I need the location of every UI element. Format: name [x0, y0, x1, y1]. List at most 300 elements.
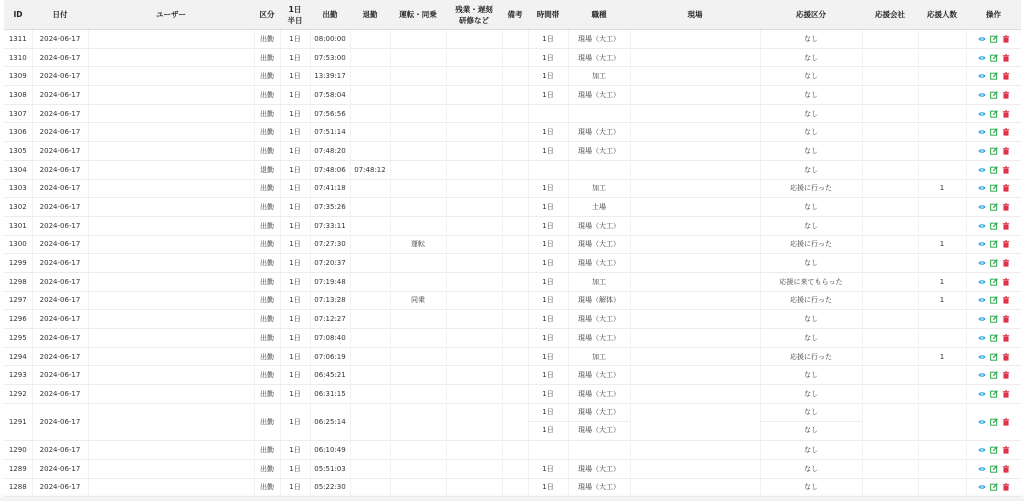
cell-day: 1日	[280, 329, 310, 348]
cell-out	[350, 198, 390, 217]
cell-ot	[446, 198, 502, 217]
cell-out	[350, 67, 390, 86]
view-button[interactable]	[978, 390, 986, 398]
edit-button[interactable]	[990, 315, 998, 323]
cell-day: 1日	[280, 272, 310, 291]
cell-drive	[390, 198, 446, 217]
cell-id: 1301	[4, 216, 32, 235]
edit-button[interactable]	[990, 72, 998, 80]
edit-button[interactable]	[990, 390, 998, 398]
cell-drive	[390, 216, 446, 235]
cell-day: 1日	[280, 347, 310, 366]
cell-kubun: 出勤	[254, 310, 280, 329]
trash-icon	[1002, 203, 1010, 211]
trash-icon	[1002, 296, 1010, 304]
cell-ot	[446, 347, 502, 366]
cell-date: 2024-06-17	[32, 403, 88, 440]
cell-site	[630, 48, 760, 67]
table-row	[4, 104, 1021, 123]
cell-user	[88, 272, 254, 291]
cell-user	[88, 160, 254, 179]
edit-button[interactable]	[990, 418, 998, 426]
cell-date: 2024-06-17	[32, 347, 88, 366]
cell-support: なし	[760, 310, 862, 329]
delete-button[interactable]	[1002, 315, 1010, 323]
cell-date: 2024-06-17	[32, 254, 88, 273]
cell-id: 1310	[4, 48, 32, 67]
cell-support: 応援に行った	[760, 179, 862, 198]
cell-user	[88, 142, 254, 161]
edit-button[interactable]	[990, 128, 998, 136]
cell-job: 現場（大工）	[568, 123, 630, 142]
cell-in: 05:22:30	[310, 478, 350, 497]
table-row	[4, 67, 1021, 86]
cell-kubun: 出勤	[254, 30, 280, 49]
view-button[interactable]	[978, 184, 986, 192]
edit-icon	[990, 278, 998, 286]
edit-button[interactable]	[990, 240, 998, 248]
cell-drive	[390, 329, 446, 348]
table-row	[4, 160, 1021, 179]
column-header-id: ID	[4, 0, 32, 30]
view-button[interactable]	[978, 371, 986, 379]
table-row	[4, 179, 1021, 198]
cell-out	[350, 366, 390, 385]
table-row	[4, 216, 1021, 235]
trash-icon	[1002, 240, 1010, 248]
view-button[interactable]	[978, 203, 986, 211]
cell-site	[630, 142, 760, 161]
edit-button[interactable]	[990, 278, 998, 286]
cell-drive	[390, 310, 446, 329]
cell-job: 現場（大工）	[568, 310, 630, 329]
cell-support: なし	[760, 30, 862, 49]
cell-actions	[966, 216, 1021, 235]
cell-id: 1296	[4, 310, 32, 329]
delete-button[interactable]	[1002, 166, 1010, 174]
cell-note	[502, 366, 528, 385]
cell-kubun: 出勤	[254, 86, 280, 105]
eye-icon	[978, 35, 986, 43]
edit-button[interactable]	[990, 446, 998, 454]
cell-job: 現場（大工）	[568, 86, 630, 105]
cell-ot	[446, 329, 502, 348]
cell-support: 応援に行った	[760, 235, 862, 254]
cell-kubun: 出勤	[254, 123, 280, 142]
delete-button[interactable]	[1002, 184, 1010, 192]
cell-note	[502, 403, 528, 440]
delete-button[interactable]	[1002, 353, 1010, 361]
cell-id: 1294	[4, 347, 32, 366]
cell-in: 07:35:26	[310, 198, 350, 217]
cell-count	[918, 216, 966, 235]
cell-company	[862, 235, 918, 254]
cell-company	[862, 291, 918, 310]
cell-kubun: 出勤	[254, 48, 280, 67]
trash-icon	[1002, 334, 1010, 342]
delete-button[interactable]	[1002, 35, 1010, 43]
cell-user	[88, 179, 254, 198]
cell-user	[88, 441, 254, 460]
cell-time: 1日	[528, 329, 568, 348]
view-button[interactable]	[978, 418, 986, 426]
cell-job	[568, 403, 630, 440]
cell-kubun: 出勤	[254, 216, 280, 235]
cell-support: 応援に行った	[760, 291, 862, 310]
column-header-kubun: 区分	[254, 0, 280, 30]
table-row	[4, 254, 1021, 273]
cell-company	[862, 403, 918, 440]
eye-icon	[978, 166, 986, 174]
cell-support: 応援に行った	[760, 347, 862, 366]
cell-day: 1日	[280, 291, 310, 310]
cell-user	[88, 216, 254, 235]
delete-button[interactable]	[1002, 465, 1010, 473]
cell-job: 現場（大工）	[568, 254, 630, 273]
cell-ot	[446, 160, 502, 179]
trash-icon	[1002, 465, 1010, 473]
cell-day: 1日	[280, 30, 310, 49]
trash-icon	[1002, 35, 1010, 43]
view-button[interactable]	[978, 240, 986, 248]
table-row	[4, 291, 1021, 310]
cell-user	[88, 48, 254, 67]
edit-icon	[990, 390, 998, 398]
cell-kubun: 出勤	[254, 441, 280, 460]
cell-in: 05:51:03	[310, 459, 350, 478]
cell-job: 現場（解体）	[568, 291, 630, 310]
cell-id: 1300	[4, 235, 32, 254]
cell-drive	[390, 403, 446, 440]
cell-job: 加工	[568, 272, 630, 291]
edit-button[interactable]	[990, 222, 998, 230]
eye-icon	[978, 110, 986, 118]
cell-ot	[446, 272, 502, 291]
delete-button[interactable]	[1002, 483, 1010, 491]
cell-drive	[390, 347, 446, 366]
edit-icon	[990, 35, 998, 43]
column-header-company: 応援会社	[862, 0, 918, 30]
trash-icon	[1002, 166, 1010, 174]
cell-drive	[390, 179, 446, 198]
cell-kubun: 出勤	[254, 104, 280, 123]
edit-button[interactable]	[990, 371, 998, 379]
cell-date: 2024-06-17	[32, 291, 88, 310]
cell-support: なし	[760, 48, 862, 67]
edit-button[interactable]	[990, 54, 998, 62]
cell-note	[502, 329, 528, 348]
cell-in: 07:48:06	[310, 160, 350, 179]
cell-count	[918, 123, 966, 142]
eye-icon	[978, 222, 986, 230]
view-button[interactable]	[978, 110, 986, 118]
edit-icon	[990, 296, 998, 304]
delete-button[interactable]	[1002, 278, 1010, 286]
trash-icon	[1002, 72, 1010, 80]
table-header-row	[4, 0, 1021, 30]
cell-date: 2024-06-17	[32, 459, 88, 478]
cell-company	[862, 216, 918, 235]
cell-actions	[966, 48, 1021, 67]
column-header-job: 職種	[568, 0, 630, 30]
cell-drive	[390, 104, 446, 123]
table-row	[4, 142, 1021, 161]
delete-button[interactable]	[1002, 72, 1010, 80]
delete-button[interactable]	[1002, 91, 1010, 99]
view-button[interactable]	[978, 278, 986, 286]
cell-job	[568, 160, 630, 179]
cell-id: 1308	[4, 86, 32, 105]
edit-button[interactable]	[990, 353, 998, 361]
cell-count	[918, 329, 966, 348]
cell-count	[918, 30, 966, 49]
cell-id: 1289	[4, 459, 32, 478]
cell-note	[502, 198, 528, 217]
cell-id: 1311	[4, 30, 32, 49]
cell-in: 07:06:19	[310, 347, 350, 366]
bottom-fade	[0, 493, 1024, 501]
delete-button[interactable]	[1002, 222, 1010, 230]
view-button[interactable]	[978, 35, 986, 43]
cell-date: 2024-06-17	[32, 478, 88, 497]
cell-id: 1309	[4, 67, 32, 86]
cell-job: 現場（大工）	[568, 30, 630, 49]
cell-site	[630, 329, 760, 348]
cell-day: 1日	[280, 142, 310, 161]
eye-icon	[978, 390, 986, 398]
attendance-table	[4, 0, 1021, 497]
edit-button[interactable]	[990, 465, 998, 473]
cell-kubun: 出勤	[254, 142, 280, 161]
cell-note	[502, 104, 528, 123]
cell-company	[862, 123, 918, 142]
eye-icon	[978, 184, 986, 192]
delete-button[interactable]	[1002, 240, 1010, 248]
delete-button[interactable]	[1002, 446, 1010, 454]
trash-icon	[1002, 128, 1010, 136]
cell-out	[350, 30, 390, 49]
cell-company	[862, 347, 918, 366]
delete-button[interactable]	[1002, 128, 1010, 136]
delete-button[interactable]	[1002, 54, 1010, 62]
cell-ot	[446, 459, 502, 478]
view-button[interactable]	[978, 166, 986, 174]
sub-cell-time: 1日	[542, 426, 554, 435]
view-button[interactable]	[978, 446, 986, 454]
edit-button[interactable]	[990, 110, 998, 118]
cell-day: 1日	[280, 123, 310, 142]
edit-icon	[990, 483, 998, 491]
table-row	[4, 86, 1021, 105]
cell-kubun: 出勤	[254, 459, 280, 478]
cell-support: なし	[760, 123, 862, 142]
cell-actions	[966, 347, 1021, 366]
cell-count	[918, 310, 966, 329]
column-header-in: 出勤	[310, 0, 350, 30]
cell-support: なし	[760, 254, 862, 273]
cell-drive	[390, 86, 446, 105]
cell-user	[88, 254, 254, 273]
edit-button[interactable]	[990, 203, 998, 211]
table-row	[4, 366, 1021, 385]
table-row	[4, 441, 1021, 460]
cell-in: 13:39:17	[310, 67, 350, 86]
cell-drive	[390, 142, 446, 161]
cell-ot	[446, 142, 502, 161]
cell-ot	[446, 86, 502, 105]
cell-in: 06:31:15	[310, 385, 350, 404]
view-button[interactable]	[978, 128, 986, 136]
cell-actions	[966, 459, 1021, 478]
edit-button[interactable]	[990, 259, 998, 267]
cell-time: 1日	[528, 123, 568, 142]
cell-out	[350, 347, 390, 366]
cell-job	[568, 104, 630, 123]
cell-time: 1日	[528, 48, 568, 67]
cell-date: 2024-06-17	[32, 142, 88, 161]
cell-in: 07:53:00	[310, 48, 350, 67]
trash-icon	[1002, 353, 1010, 361]
cell-user	[88, 291, 254, 310]
view-button[interactable]	[978, 72, 986, 80]
cell-day: 1日	[280, 254, 310, 273]
view-button[interactable]	[978, 353, 986, 361]
view-button[interactable]	[978, 315, 986, 323]
cell-job: 現場（大工）	[568, 142, 630, 161]
table-row	[4, 347, 1021, 366]
delete-button[interactable]	[1002, 259, 1010, 267]
column-header-count: 応援人数	[918, 0, 966, 30]
sub-cell-support: なし	[761, 404, 862, 423]
cell-date: 2024-06-17	[32, 198, 88, 217]
cell-support: なし	[760, 67, 862, 86]
cell-site	[630, 385, 760, 404]
view-button[interactable]	[978, 147, 986, 155]
cell-count	[918, 403, 966, 440]
trash-icon	[1002, 91, 1010, 99]
cell-user	[88, 235, 254, 254]
view-button[interactable]	[978, 465, 986, 473]
cell-out	[350, 179, 390, 198]
cell-job: 加工	[568, 347, 630, 366]
trash-icon	[1002, 390, 1010, 398]
edit-button[interactable]	[990, 91, 998, 99]
cell-job: 加工	[568, 179, 630, 198]
view-button[interactable]	[978, 296, 986, 304]
cell-actions	[966, 123, 1021, 142]
cell-actions	[966, 30, 1021, 49]
cell-date: 2024-06-17	[32, 310, 88, 329]
eye-icon	[978, 128, 986, 136]
cell-actions	[966, 235, 1021, 254]
table-row	[4, 235, 1021, 254]
cell-day: 1日	[280, 104, 310, 123]
delete-button[interactable]	[1002, 147, 1010, 155]
view-button[interactable]	[978, 334, 986, 342]
cell-company	[862, 160, 918, 179]
view-button[interactable]	[978, 222, 986, 230]
view-button[interactable]	[978, 259, 986, 267]
cell-time: 1日	[528, 347, 568, 366]
cell-day: 1日	[280, 48, 310, 67]
eye-icon	[978, 296, 986, 304]
cell-day: 1日	[280, 67, 310, 86]
edit-icon	[990, 465, 998, 473]
cell-out	[350, 216, 390, 235]
cell-drive	[390, 366, 446, 385]
edit-icon	[990, 418, 998, 426]
cell-count	[918, 254, 966, 273]
cell-kubun: 出勤	[254, 329, 280, 348]
edit-button[interactable]	[990, 483, 998, 491]
delete-button[interactable]	[1002, 203, 1010, 211]
cell-support: なし	[760, 160, 862, 179]
cell-job: 現場（大工）	[568, 216, 630, 235]
delete-button[interactable]	[1002, 296, 1010, 304]
cell-company	[862, 329, 918, 348]
cell-user	[88, 385, 254, 404]
edit-button[interactable]	[990, 184, 998, 192]
trash-icon	[1002, 278, 1010, 286]
edit-button[interactable]	[990, 296, 998, 304]
view-button[interactable]	[978, 54, 986, 62]
delete-button[interactable]	[1002, 110, 1010, 118]
edit-button[interactable]	[990, 334, 998, 342]
delete-button[interactable]	[1002, 418, 1010, 426]
cell-time	[528, 403, 568, 440]
eye-icon	[978, 259, 986, 267]
cell-job: 現場（大工）	[568, 385, 630, 404]
cell-count	[918, 142, 966, 161]
cell-company	[862, 86, 918, 105]
cell-day: 1日	[280, 179, 310, 198]
cell-site	[630, 459, 760, 478]
cell-ot	[446, 123, 502, 142]
table-row	[4, 403, 1021, 440]
cell-company	[862, 441, 918, 460]
cell-job: 現場（大工）	[568, 235, 630, 254]
cell-time	[528, 104, 568, 123]
cell-ot	[446, 67, 502, 86]
cell-note	[502, 48, 528, 67]
cell-company	[862, 385, 918, 404]
edit-button[interactable]	[990, 147, 998, 155]
delete-button[interactable]	[1002, 334, 1010, 342]
edit-button[interactable]	[990, 35, 998, 43]
cell-time	[528, 441, 568, 460]
table-row	[4, 385, 1021, 404]
cell-id: 1293	[4, 366, 32, 385]
cell-out	[350, 123, 390, 142]
eye-icon	[978, 353, 986, 361]
delete-button[interactable]	[1002, 390, 1010, 398]
cell-time: 1日	[528, 30, 568, 49]
cell-day: 1日	[280, 310, 310, 329]
view-button[interactable]	[978, 483, 986, 491]
cell-note	[502, 86, 528, 105]
cell-company	[862, 254, 918, 273]
cell-user	[88, 347, 254, 366]
cell-note	[502, 254, 528, 273]
view-button[interactable]	[978, 91, 986, 99]
cell-actions	[966, 291, 1021, 310]
edit-button[interactable]	[990, 166, 998, 174]
cell-date: 2024-06-17	[32, 216, 88, 235]
cell-support: なし	[760, 441, 862, 460]
column-header-out: 退勤	[350, 0, 390, 30]
delete-button[interactable]	[1002, 371, 1010, 379]
trash-icon	[1002, 418, 1010, 426]
